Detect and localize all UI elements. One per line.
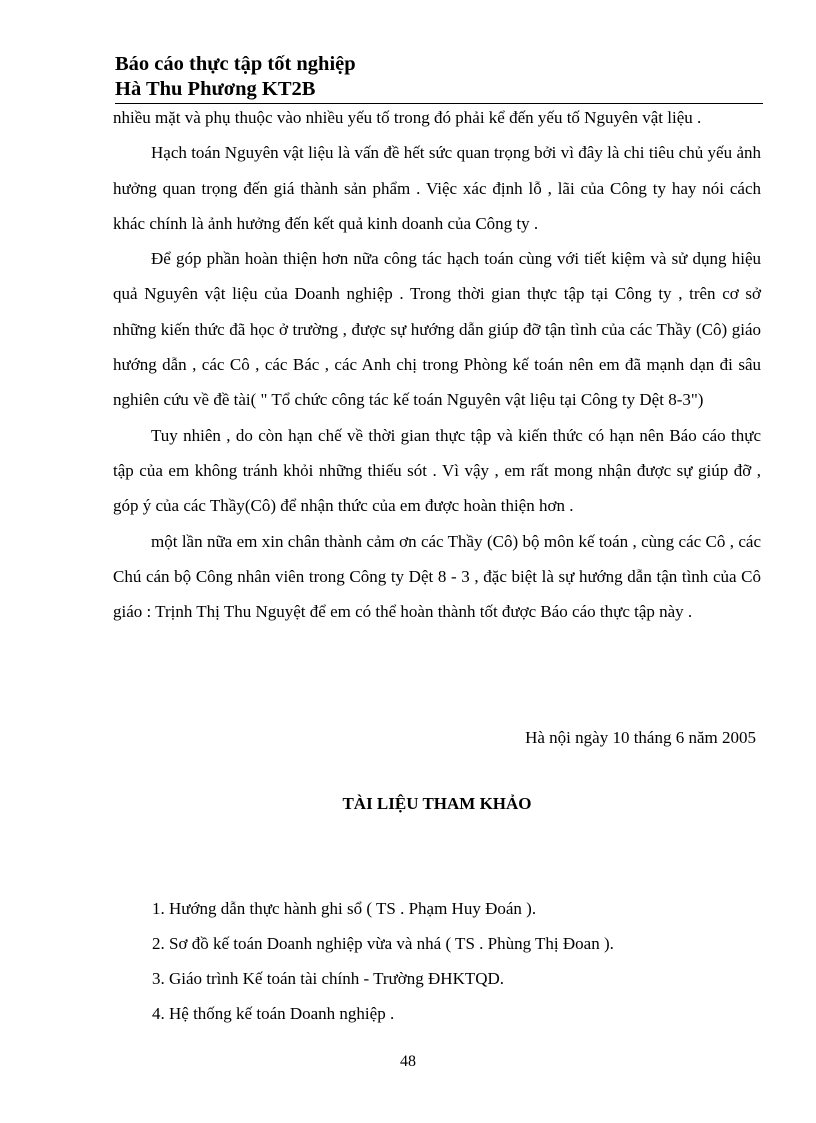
paragraph-importance: Hạch toán Nguyên vật liệu là vấn đề hết sức quan trọng bởi vì đây là chi tiêu chủ yếu ảnh hưởng quan trọng đến giá thành sản phẩm . Việc xác định lỗ , lãi của Công ty hay nói cách khác chính là ảnh hưởng đến kết quả kinh doanh của Công ty . — [113, 143, 761, 233]
reference-item: 1. Hướng dẫn thực hành ghi sổ ( TS . Phạm Huy Đoán ). — [152, 899, 537, 918]
page-number: 48 — [400, 1053, 416, 1070]
reference-item: 4. Hệ thống kế toán Doanh nghiệp . — [152, 1004, 395, 1023]
author-line: Hà Thu Phương KT2B — [115, 78, 316, 100]
paragraph-continuation: nhiều mặt và phụ thuộc vào nhiều yếu tố trong đó phải kể đến yếu tố Nguyên vật liệu . — [113, 108, 702, 127]
reference-item: 3. Giáo trình Kế toán tài chính - Trường ĐHKTQD. — [152, 969, 505, 988]
reference-item: 2. Sơ đồ kế toán Doanh nghiệp vừa và nhá ( TS . Phùng Thị Đoan ). — [152, 934, 614, 953]
references-list — [152, 891, 752, 1031]
report-title: Báo cáo thực tập tốt nghiệp — [115, 53, 356, 75]
references-title: TÀI LIỆU THAM KHẢO — [342, 794, 532, 813]
date-line: Hà nội ngày 10 tháng 6 năm 2005 — [525, 728, 756, 747]
paragraph-thanks: một lần nữa em xin chân thành cảm ơn các Thầy (Cô) bộ môn kế toán , cùng các Cô , các Chú cán bộ Công nhân viên trong Công ty Dệt 8 - 3 , đặc biệt là sự hướng dẫn tận tình của Cô giáo : Trịnh Thị Thu Nguyệt để em có thể hoàn thành tốt được Báo cáo thực tập này . — [113, 531, 761, 622]
paragraph-topic: Để góp phần hoàn thiện hơn nữa công tác hạch toán cùng với tiết kiệm và sử dụng hiệu quả Nguyên vật liệu của Doanh nghiệp . Trong thời gian thực tập tại Công ty , trên cơ sở những kiến thức đã học ở trường , được sự hướng dẫn giúp đỡ tận tình của các Thầy (Cô) giáo hướng dẫn , các Cô , các Bác , các Anh chị trong Phòng kế toán nên em đã mạnh dạn đi sâu nghiên cứu về đề tài( " Tổ chức công tác kế toán Nguyên vật liệu tại Công ty Dệt 8-3") — [113, 249, 761, 410]
paragraph-limitations: Tuy nhiên , do còn hạn chế về thời gian thực tập và kiến thức có hạn nên Báo cáo thực tập của em không tránh khỏi những thiếu sót . Vì vậy , em rất mong nhận được sự giúp đỡ , góp ý của các Thầy(Cô) để nhận thức của em được hoàn thiện hơn . — [113, 425, 761, 516]
page-header — [115, 52, 763, 104]
body-text — [113, 100, 761, 629]
